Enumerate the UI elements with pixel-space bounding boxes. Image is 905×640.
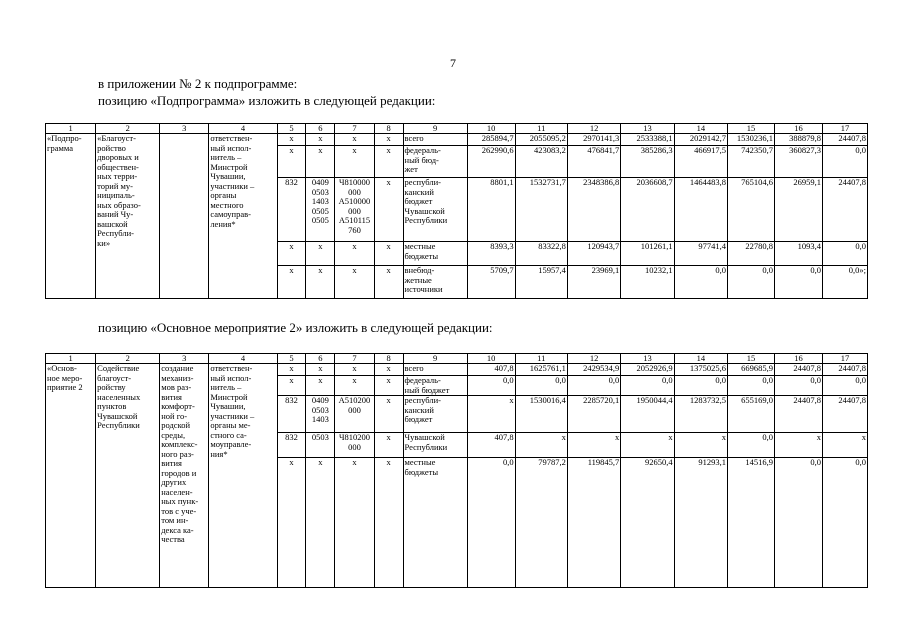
amount-cell: 14516,9 (728, 458, 775, 588)
amount-cell: 0,0 (728, 433, 775, 458)
main-activity-2-table (45, 353, 868, 588)
grbs-code-cell: 832 (277, 396, 306, 433)
position-main-activity-text: позицию «Основное мероприятие 2» изложить в следующей редакции: (98, 320, 493, 335)
funding-source-cell: федераль- ный бюджет (403, 376, 467, 396)
amount-cell: 24407,8 (823, 178, 868, 242)
section-code-cell: x (306, 146, 335, 178)
grbs-code-cell: x (277, 458, 306, 588)
amount-cell: 120943,7 (567, 242, 620, 266)
column-number: 2 (96, 124, 160, 134)
target-article-cell: x (335, 146, 374, 178)
amount-cell: x (467, 396, 515, 433)
amount-cell: 0,0 (823, 146, 868, 178)
expense-type-cell: x (374, 146, 403, 178)
amount-cell: 119845,7 (567, 458, 620, 588)
amount-cell: 0,0 (621, 376, 674, 396)
amount-cell: 8801,1 (467, 178, 515, 242)
amount-cell: 655169,0 (728, 396, 775, 433)
amount-cell: 423083,2 (515, 146, 567, 178)
amount-cell: 360827,3 (775, 146, 823, 178)
activity-goal-cell: создание механиз- мов раз- вития комфорт- ной го- родской среды, комплекс- ного раз- вития городов и других населен- ных пунк- тов с уче- том ин- декса ка- чества (160, 364, 209, 588)
target-article-cell: x (335, 376, 374, 396)
amount-cell: 0,0 (467, 458, 515, 588)
amount-cell: 0,0 (823, 458, 868, 588)
amount-cell: 24407,8 (775, 364, 823, 376)
column-number: 13 (621, 354, 674, 364)
amount-cell: 2052926,9 (621, 364, 674, 376)
column-number: 12 (567, 124, 620, 134)
amount-cell: 466917,5 (674, 146, 727, 178)
column-number: 17 (823, 354, 868, 364)
expense-type-cell: x (374, 433, 403, 458)
amount-cell: 91293,1 (674, 458, 727, 588)
section-code-cell: x (306, 134, 335, 146)
amount-cell: 388879,8 (775, 134, 823, 146)
amount-cell: 0,0»; (823, 266, 868, 299)
amount-cell: x (621, 433, 674, 458)
expense-type-cell: x (374, 178, 403, 242)
section-code-cell: x (306, 364, 335, 376)
amount-cell: 0,0 (823, 376, 868, 396)
funding-source-cell: местные бюджеты (403, 242, 467, 266)
amount-cell: 83322,8 (515, 242, 567, 266)
target-article-cell: Ч810000 000 А510000 000 А510115 760 (335, 178, 374, 242)
subprogram-status-cell: «Подпро- грамма (46, 134, 96, 299)
funding-source-cell: всего (403, 364, 467, 376)
column-number: 10 (467, 354, 515, 364)
amount-cell: 2029142,7 (674, 134, 727, 146)
amount-cell: 2285720,1 (567, 396, 620, 433)
amount-cell: 1530016,4 (515, 396, 567, 433)
column-number: 6 (306, 354, 335, 364)
activity-name-cell: Содействие благоуст- ройству населенных пунктов Чувашской Республики (96, 364, 160, 588)
expense-type-cell: x (374, 266, 403, 299)
column-number: 11 (515, 354, 567, 364)
expense-type-cell: x (374, 458, 403, 588)
column-number: 3 (160, 354, 209, 364)
column-number: 4 (209, 354, 277, 364)
target-article-cell: x (335, 266, 374, 299)
column-number: 11 (515, 124, 567, 134)
amount-cell: 24407,8 (823, 134, 868, 146)
target-article-cell: x (335, 242, 374, 266)
amount-cell: 92650,4 (621, 458, 674, 588)
amount-cell: 0,0 (467, 376, 515, 396)
column-number: 5 (277, 124, 306, 134)
column-number: 7 (335, 354, 374, 364)
amount-cell: 0,0 (775, 458, 823, 588)
column-number-row (46, 354, 868, 364)
column-number: 9 (403, 354, 467, 364)
grbs-code-cell: 832 (277, 178, 306, 242)
amount-cell: 765104,6 (728, 178, 775, 242)
expense-type-cell: x (374, 242, 403, 266)
amount-cell: 24407,8 (775, 396, 823, 433)
column-number: 7 (335, 124, 374, 134)
column-number: 1 (46, 354, 96, 364)
column-number: 9 (403, 124, 467, 134)
amount-cell: 23969,1 (567, 266, 620, 299)
column-number: 13 (621, 124, 674, 134)
subprogram-table (45, 123, 868, 299)
funding-source-cell: внебюд- жетные источники (403, 266, 467, 299)
section-code-cell: 0503 (306, 433, 335, 458)
amount-cell: 2429534,9 (567, 364, 620, 376)
funding-source-cell: федераль- ный бюд- жет (403, 146, 467, 178)
column-number: 8 (374, 354, 403, 364)
amount-cell: 407,8 (467, 433, 515, 458)
column-number: 15 (728, 124, 775, 134)
amount-cell: 0,0 (775, 376, 823, 396)
column-number: 2 (96, 354, 160, 364)
amount-cell: 15957,4 (515, 266, 567, 299)
column-number: 8 (374, 124, 403, 134)
intro-text: в приложении № 2 к подпрограмме: (98, 76, 298, 91)
amount-cell: 0,0 (674, 376, 727, 396)
column-number: 5 (277, 354, 306, 364)
amount-cell: 1530236,1 (728, 134, 775, 146)
section-code-cell: x (306, 458, 335, 588)
column-number: 16 (775, 354, 823, 364)
funding-source-cell: всего (403, 134, 467, 146)
column-number-row (46, 124, 868, 134)
amount-cell: 1093,4 (775, 242, 823, 266)
target-article-cell: x (335, 364, 374, 376)
section-code-cell: x (306, 266, 335, 299)
expense-type-cell: x (374, 364, 403, 376)
section-code-cell: 0409 0503 1403 0505 0505 (306, 178, 335, 242)
amount-cell: x (567, 433, 620, 458)
amount-cell: 1464483,8 (674, 178, 727, 242)
amount-cell: 2036608,7 (621, 178, 674, 242)
target-article-cell: Ч810200 000 (335, 433, 374, 458)
page-number: 7 (450, 56, 456, 70)
column-number: 15 (728, 354, 775, 364)
amount-cell: 285894,7 (467, 134, 515, 146)
funding-source-cell: местные бюджеты (403, 458, 467, 588)
grbs-code-cell: 832 (277, 433, 306, 458)
amount-cell: 0,0 (567, 376, 620, 396)
column-number: 17 (823, 124, 868, 134)
target-article-cell: x (335, 458, 374, 588)
amount-cell: 2348386,8 (567, 178, 620, 242)
table-row (46, 364, 868, 376)
amount-cell: x (515, 433, 567, 458)
amount-cell: 101261,1 (621, 242, 674, 266)
amount-cell: 2055095,2 (515, 134, 567, 146)
grbs-code-cell: x (277, 242, 306, 266)
amount-cell: 10232,1 (621, 266, 674, 299)
column-number: 16 (775, 124, 823, 134)
amount-cell: 97741,4 (674, 242, 727, 266)
grbs-code-cell: x (277, 376, 306, 396)
funding-source-cell: Чувашской Республики (403, 433, 467, 458)
column-number: 10 (467, 124, 515, 134)
amount-cell: 0,0 (775, 266, 823, 299)
amount-cell: 8393,3 (467, 242, 515, 266)
amount-cell: x (775, 433, 823, 458)
amount-cell: 669685,9 (728, 364, 775, 376)
section-code-cell: 0409 0503 1403 (306, 396, 335, 433)
target-article-cell: x (335, 134, 374, 146)
activity-status-cell: «Основ- ное меро- приятие 2 (46, 364, 96, 588)
subprogram-executor-cell: ответствен- ный испол- нитель – Минстрой Чувашии, участники – органы местного самоуправ- ления* (209, 134, 277, 299)
amount-cell: 1950044,4 (621, 396, 674, 433)
amount-cell: 24407,8 (823, 364, 868, 376)
subprogram-goal-cell (160, 134, 209, 299)
column-number: 4 (209, 124, 277, 134)
column-number: 14 (674, 124, 727, 134)
amount-cell: 1625761,1 (515, 364, 567, 376)
grbs-code-cell: x (277, 266, 306, 299)
expense-type-cell: x (374, 396, 403, 433)
column-number: 12 (567, 354, 620, 364)
expense-type-cell: x (374, 376, 403, 396)
amount-cell: x (674, 433, 727, 458)
table-row (46, 134, 868, 146)
expense-type-cell: x (374, 134, 403, 146)
column-number: 6 (306, 124, 335, 134)
amount-cell: 742350,7 (728, 146, 775, 178)
target-article-cell: А510200 000 (335, 396, 374, 433)
section-code-cell: x (306, 376, 335, 396)
grbs-code-cell: x (277, 134, 306, 146)
amount-cell: 0,0 (728, 376, 775, 396)
funding-source-cell: республи- канский бюджет (403, 396, 467, 433)
activity-executor-cell: ответствен- ный испол- нитель – Минстрой Чувашии, участники – органы ме- стного са- моуправле- ния* (209, 364, 277, 588)
amount-cell: 1532731,7 (515, 178, 567, 242)
amount-cell: 1375025,6 (674, 364, 727, 376)
amount-cell: 407,8 (467, 364, 515, 376)
funding-source-cell: республи- канский бюджет Чувашской Республики (403, 178, 467, 242)
amount-cell: 262990,6 (467, 146, 515, 178)
amount-cell: x (823, 433, 868, 458)
column-number: 3 (160, 124, 209, 134)
amount-cell: 0,0 (728, 266, 775, 299)
amount-cell: 0,0 (823, 242, 868, 266)
column-number: 14 (674, 354, 727, 364)
amount-cell: 5709,7 (467, 266, 515, 299)
amount-cell: 2533388,1 (621, 134, 674, 146)
amount-cell: 0,0 (515, 376, 567, 396)
amount-cell: 1283732,5 (674, 396, 727, 433)
amount-cell: 24407,8 (823, 396, 868, 433)
column-number: 1 (46, 124, 96, 134)
amount-cell: 476841,7 (567, 146, 620, 178)
amount-cell: 385286,3 (621, 146, 674, 178)
subprogram-name-cell: «Благоуст- ройство дворовых и обществен- ных терри- торий му- ниципаль- ных образо- ваний Чу- вашской Республи- ки» (96, 134, 160, 299)
amount-cell: 2970141,3 (567, 134, 620, 146)
grbs-code-cell: x (277, 364, 306, 376)
amount-cell: 79787,2 (515, 458, 567, 588)
position-subprogram-text: позицию «Подпрограмма» изложить в следующей редакции: (98, 93, 436, 108)
amount-cell: 0,0 (674, 266, 727, 299)
amount-cell: 26959,1 (775, 178, 823, 242)
amount-cell: 22780,8 (728, 242, 775, 266)
grbs-code-cell: x (277, 146, 306, 178)
section-code-cell: x (306, 242, 335, 266)
